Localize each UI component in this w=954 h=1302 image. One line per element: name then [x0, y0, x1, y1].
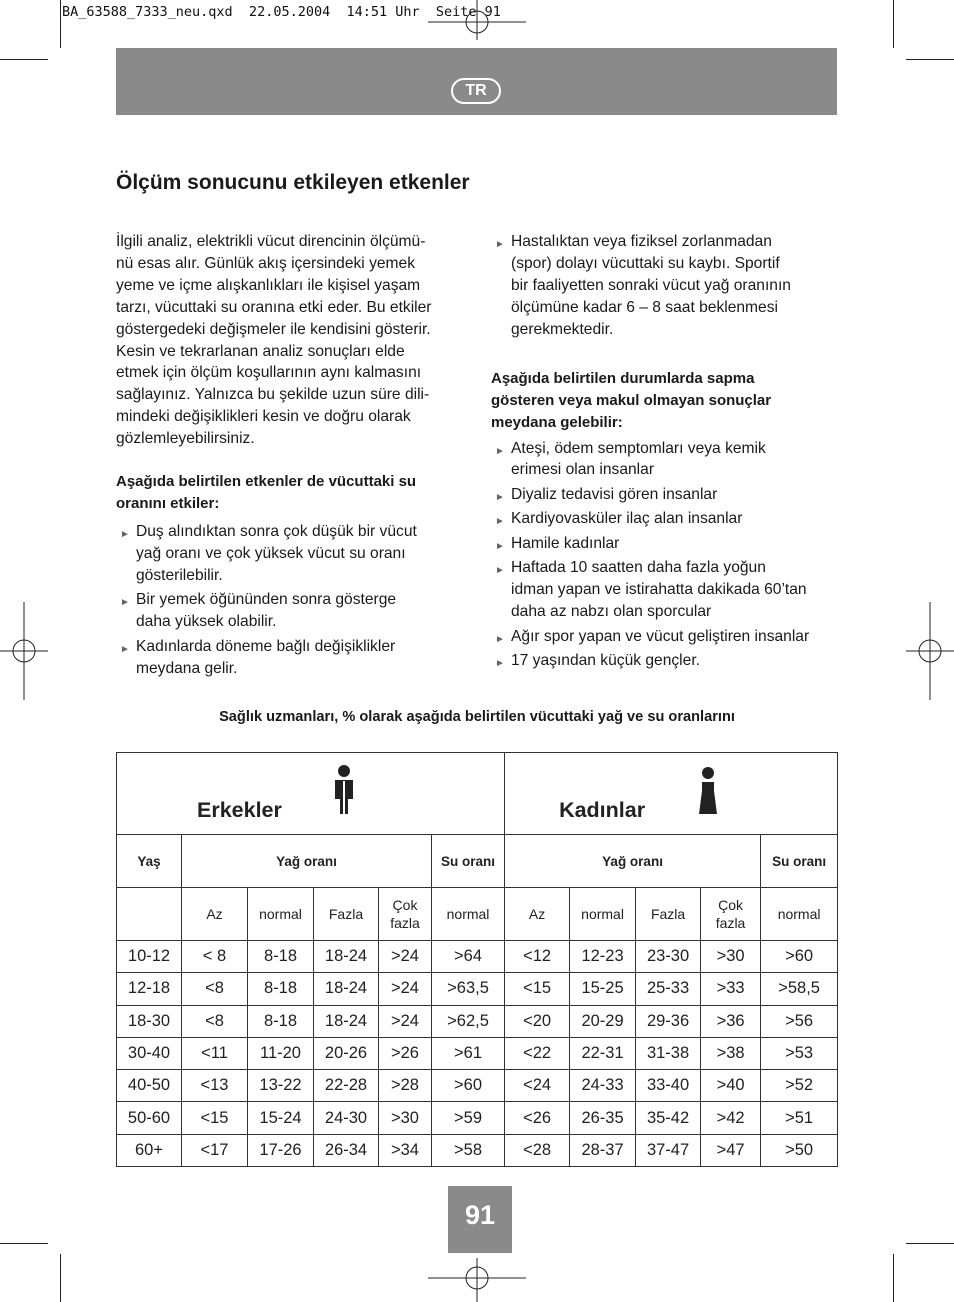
left-column [116, 231, 476, 682]
sub-header: Fazla [636, 888, 701, 941]
list-item [491, 508, 841, 530]
value-cell: 8-18 [248, 1005, 314, 1037]
value-cell: 22-28 [314, 1070, 379, 1102]
text-line: yeme ve içme alışkanlıkları ile kişisel yaşam [116, 276, 421, 294]
value-cell: 37-47 [636, 1134, 701, 1166]
age-cell: 40-50 [117, 1070, 182, 1102]
value-cell: 18-24 [314, 973, 379, 1005]
value-cell: 18-24 [314, 941, 379, 973]
list-item [491, 231, 841, 341]
text-line: Ağır spor yapan ve vücut geliştiren insanlar [511, 627, 810, 645]
value-cell: <15 [182, 1102, 248, 1134]
text-line: oranını etkiler: [116, 495, 220, 513]
sub-header: normal [432, 888, 505, 941]
bullet-arrow-icon: ► [495, 239, 505, 250]
value-cell: >59 [432, 1102, 505, 1134]
value-cell: 24-30 [314, 1102, 379, 1134]
table-caption: Sağlık uzmanları, % olarak aşağıda belirtilen vücuttaki yağ ve su oranlarını [219, 709, 735, 725]
text-line: bir faaliyetten sonraki vücut yağ oranının [511, 276, 791, 294]
intro-paragraph [116, 231, 476, 450]
text-line: Aşağıda belirtilen etkenler de vücuttaki su [116, 473, 417, 491]
age-cell: 18-30 [117, 1005, 182, 1037]
value-cell: 11-20 [248, 1037, 314, 1069]
text-line: sağlayınız. Yalnızca bu şekilde uzun süre dili- [116, 386, 430, 404]
value-cell: <15 [505, 973, 570, 1005]
text-line: gösterilebilir. [136, 566, 223, 584]
text-line: gösteren veya makul olmayan sonuçlar [491, 391, 772, 409]
text-line: Aşağıda belirtilen durumlarda sapma [491, 369, 755, 387]
crop-mark [0, 1243, 48, 1244]
value-cell: >56 [761, 1005, 838, 1037]
sub-header [701, 888, 761, 941]
text-line: daha yüksek olabilir. [136, 613, 277, 631]
value-cell: >24 [379, 941, 432, 973]
text-line: daha az nabzı olan sporcular [511, 603, 712, 621]
bullet-arrow-icon: ► [495, 445, 505, 457]
value-cell: <13 [182, 1070, 248, 1102]
crop-mark [906, 1243, 954, 1244]
value-cell: 29-36 [636, 1005, 701, 1037]
crop-mark [60, 0, 61, 48]
value-cell: 13-22 [248, 1070, 314, 1102]
sub-header: normal [248, 888, 314, 941]
text-line: gerekmektedir. [511, 320, 614, 338]
value-cell: >38 [701, 1037, 761, 1069]
text-line: Kesin ve tekrarlanan analiz sonuçları elde [116, 342, 405, 360]
value-cell: >30 [379, 1102, 432, 1134]
bullet-arrow-icon: ► [495, 540, 505, 552]
value-cell: >64 [432, 941, 505, 973]
age-header: Yaş [117, 835, 182, 888]
subheading [491, 368, 841, 434]
value-cell: 35-42 [636, 1102, 701, 1134]
page-title: Ölçüm sonucunu etkileyen etkenler [116, 171, 470, 194]
text-line: Bir yemek öğününden sonra gösterge [136, 591, 397, 609]
right-column [491, 231, 841, 675]
value-cell: <20 [505, 1005, 570, 1037]
value-cell: <28 [505, 1134, 570, 1166]
list-item [491, 484, 841, 506]
list-item [116, 589, 476, 633]
value-cell: 15-24 [248, 1102, 314, 1134]
value-cell: 28-37 [570, 1134, 636, 1166]
text-line: meydana gelebilir: [491, 413, 623, 431]
value-cell: >36 [701, 1005, 761, 1037]
value-cell: <11 [182, 1037, 248, 1069]
text-line: etmek için ölçüm koşullarının aynı kalmasını [116, 364, 422, 382]
text-line: (spor) dolayı vücuttaki su kaybı. Sportif [511, 254, 780, 272]
value-cell: >62,5 [432, 1005, 505, 1037]
value-cell: >51 [761, 1102, 838, 1134]
sub-header: Fazla [314, 888, 379, 941]
value-cell: >26 [379, 1037, 432, 1069]
list-item [116, 521, 476, 587]
men-header [117, 753, 505, 835]
fat-water-table [116, 752, 838, 1167]
registration-mark-bottom [428, 1258, 526, 1302]
age-cell: 60+ [117, 1134, 182, 1166]
empty-cell [117, 888, 182, 941]
value-cell: >30 [701, 941, 761, 973]
bullet-list [116, 521, 476, 680]
value-cell: >60 [761, 941, 838, 973]
value-cell: 8-18 [248, 973, 314, 1005]
text-line: Kadınlarda döneme bağlı değişiklikler [136, 637, 396, 655]
crop-mark [893, 1254, 894, 1302]
list-item [491, 438, 841, 482]
text-line: fazla [390, 915, 420, 931]
value-cell: >42 [701, 1102, 761, 1134]
age-cell: 12-18 [117, 973, 182, 1005]
value-cell: < 8 [182, 941, 248, 973]
bullet-arrow-icon: ► [120, 643, 130, 655]
text-line: Haftada 10 saatten daha fazla yoğun [511, 559, 766, 577]
men-label: Erkekler [197, 798, 282, 822]
table-row [117, 1005, 838, 1037]
text-line: 17 yaşından küçük gençler. [511, 652, 700, 670]
text-line: Ateşi, ödem semptomları veya kemik [511, 439, 766, 457]
value-cell: 31-38 [636, 1037, 701, 1069]
text-line: Hamile kadınlar [511, 534, 620, 552]
value-cell: 22-31 [570, 1037, 636, 1069]
registration-mark-right [906, 602, 954, 700]
value-cell: 25-33 [636, 973, 701, 1005]
value-cell: >40 [701, 1070, 761, 1102]
value-cell: 26-34 [314, 1134, 379, 1166]
table-row [117, 941, 838, 973]
text-line: Duş alındıktan sonra çok düşük bir vücut [136, 523, 417, 541]
page-number: 91 [448, 1186, 512, 1253]
sub-header: normal [570, 888, 636, 941]
age-cell: 50-60 [117, 1102, 182, 1134]
value-cell: <26 [505, 1102, 570, 1134]
women-header [505, 753, 838, 835]
value-cell: 12-23 [570, 941, 636, 973]
list-item [491, 650, 841, 672]
men-fat-header: Yağ oranı [182, 835, 432, 888]
table-row [117, 1037, 838, 1069]
bullet-list [491, 438, 841, 673]
text-line: meydana gelir. [136, 659, 238, 677]
women-fat-header: Yağ oranı [505, 835, 761, 888]
table-body [117, 941, 838, 1167]
value-cell: 8-18 [248, 941, 314, 973]
list-item [491, 626, 841, 648]
value-cell: >53 [761, 1037, 838, 1069]
value-cell: >24 [379, 973, 432, 1005]
bullet-arrow-icon: ► [495, 658, 505, 670]
crop-mark [906, 59, 954, 60]
list-item [491, 533, 841, 555]
bullet-arrow-icon: ► [495, 491, 505, 503]
text-line: Çok [392, 897, 418, 913]
bullet-arrow-icon: ► [495, 565, 505, 577]
text-line: gözlemleyebilirsiniz. [116, 430, 255, 448]
man-icon [333, 765, 355, 815]
value-cell: <12 [505, 941, 570, 973]
value-cell: >58 [432, 1134, 505, 1166]
value-cell: >33 [701, 973, 761, 1005]
file-slug: BA_63588_7333_neu.qxd 22.05.2004 14:51 Uhr Seite 91 [62, 4, 501, 20]
text-line: yağ oranı ve çok yüksek vücut su oranı [136, 544, 406, 562]
registration-mark-top [428, 0, 526, 40]
age-cell: 10-12 [117, 941, 182, 973]
value-cell: <8 [182, 973, 248, 1005]
value-cell: 20-29 [570, 1005, 636, 1037]
women-water-header: Su oranı [761, 835, 838, 888]
value-cell: >58,5 [761, 973, 838, 1005]
text-line: göstergedeki değişmeler ile kendisini gösterir. [116, 320, 431, 338]
value-cell: >63,5 [432, 973, 505, 1005]
text-line: idman yapan ve istirahatta dakikada 60’tan [511, 581, 807, 599]
bullet-arrow-icon: ► [120, 597, 130, 609]
table-row [117, 1102, 838, 1134]
text-line: nü esas alır. Günlük akış içersindeki yemek [116, 254, 416, 272]
text-line: ölçümüne kadar 6 – 8 saat beklenmesi [511, 298, 778, 316]
sub-header: Az [182, 888, 248, 941]
subheading [116, 471, 476, 515]
sub-header [379, 888, 432, 941]
sub-header: Az [505, 888, 570, 941]
language-badge: TR [451, 78, 501, 104]
list-item [116, 636, 476, 680]
value-cell: <17 [182, 1134, 248, 1166]
text-line: tarzı, vücuttaki su oranına etki eder. Bu etkiler [116, 298, 432, 316]
value-cell: 15-25 [570, 973, 636, 1005]
list-item [491, 557, 841, 623]
table-row [117, 1070, 838, 1102]
value-cell: >60 [432, 1070, 505, 1102]
value-cell: 18-24 [314, 1005, 379, 1037]
value-cell: 17-26 [248, 1134, 314, 1166]
value-cell: >50 [761, 1134, 838, 1166]
registration-mark-left [0, 602, 48, 700]
text-line: İlgili analiz, elektrikli vücut direncinin ölçümü- [116, 233, 426, 250]
value-cell: 26-35 [570, 1102, 636, 1134]
crop-mark [0, 59, 48, 60]
bullet-list [491, 231, 841, 341]
bullet-arrow-icon: ► [120, 529, 130, 541]
crop-mark [893, 0, 894, 48]
age-cell: 30-40 [117, 1037, 182, 1069]
table-row [117, 973, 838, 1005]
value-cell: >34 [379, 1134, 432, 1166]
bullet-arrow-icon: ► [495, 633, 505, 645]
bullet-arrow-icon: ► [495, 516, 505, 528]
value-cell: >52 [761, 1070, 838, 1102]
woman-icon [697, 767, 719, 815]
text-line: fazla [715, 915, 746, 931]
text-line: Hastalıktan veya fiziksel zorlanmadan [511, 233, 772, 250]
text-line: mindeki değişiklikleri kesin ve doğru olarak [116, 408, 411, 426]
value-cell: 33-40 [636, 1070, 701, 1102]
value-cell: 20-26 [314, 1037, 379, 1069]
crop-mark [60, 1254, 61, 1302]
text-line: Çok [718, 897, 744, 913]
value-cell: >61 [432, 1037, 505, 1069]
table-row [117, 1134, 838, 1166]
text-line: Diyaliz tedavisi gören insanlar [511, 485, 718, 503]
value-cell: >28 [379, 1070, 432, 1102]
value-cell: >47 [701, 1134, 761, 1166]
value-cell: 24-33 [570, 1070, 636, 1102]
sub-header: normal [761, 888, 838, 941]
women-label: Kadınlar [559, 798, 646, 822]
text-line: erimesi olan insanlar [511, 461, 655, 479]
text-line: Kardiyovasküler ilaç alan insanlar [511, 510, 743, 528]
value-cell: <8 [182, 1005, 248, 1037]
men-water-header: Su oranı [432, 835, 505, 888]
value-cell: <22 [505, 1037, 570, 1069]
value-cell: <24 [505, 1070, 570, 1102]
value-cell: 23-30 [636, 941, 701, 973]
value-cell: >24 [379, 1005, 432, 1037]
